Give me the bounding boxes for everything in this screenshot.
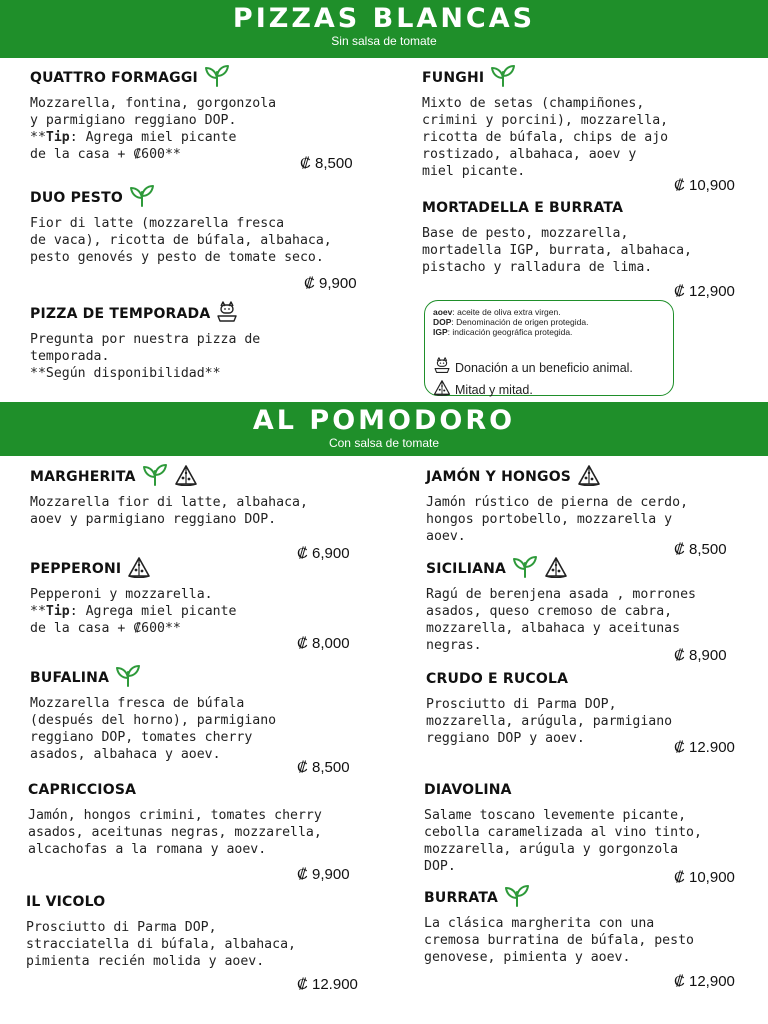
menu-item-burrata [424,886,768,966]
section-subtitle: Con salsa de tomate [328,436,440,450]
item-name: CAPRICCIOSA [28,782,137,798]
item-name: CRUDO E RUCOLA [426,671,569,687]
item-price: ₡ 9,900 [297,866,350,883]
leaf-icon [129,184,155,212]
item-description: Pregunta por nuestra pizza de temporada. **Según disponibilidad** [30,332,261,381]
item-description: Jamón, hongos crimini, tomates cherry asados, aceitunas negras, mozzarella, alcachofas a la romana y aoev. [28,808,322,857]
item-price: ₡ 8,500 [674,541,727,558]
legend-text: : Denominación de origen protegida. [451,317,589,327]
item-tip: **Tip: Agrega miel picante de la casa + ₡600** [30,130,237,162]
item-price: ₡ 12,900 [674,973,735,990]
item-description: Prosciutto di Parma DOP, mozzarella, arúgula, parmigiano reggiano DOP y aoev. [426,697,673,746]
item-name: IL VICOLO [26,894,106,910]
item-price: ₡ 12.900 [297,976,358,993]
section-title: PIZZAS BLANCAS [232,3,536,34]
menu-item-funghi [422,66,762,180]
menu-item-quattro-formaggi [30,66,370,163]
item-price: ₡ 12,900 [674,283,735,300]
tip-label: Tip [45,130,70,145]
pizza-slice-icon [174,464,198,490]
leaf-icon [115,664,141,692]
leaf-icon [204,64,230,92]
item-name: MARGHERITA [30,469,136,485]
item-description: Salame toscano levemente picante, cebolla caramelizada al vino tinto, mozzarella, arúgula y gorgonzola DOP. [424,808,702,874]
legend-box [424,300,674,396]
item-price: ₡ 8,500 [300,155,353,172]
item-price: ₡ 12.900 [674,739,735,756]
item-price: ₡ 10,900 [674,869,735,886]
menu-item-duo-pesto [30,186,390,266]
leaf-icon [490,64,516,92]
legend-donation: Donación a un beneficio animal. [455,360,633,375]
section-header-al-pomodoro [0,402,768,456]
legend-half: Mitad y mitad. [455,382,533,397]
pizza-slice-icon [544,556,568,582]
item-description: Mixto de setas (champiñones, crimini y porcini), mozzarella, ricotta de búfala, chips de ajo rostizado, albahaca, aoev y miel picante. [422,96,669,179]
menu-item-crudo-e-rucola [426,667,766,747]
item-name: SICILIANA [426,561,507,577]
item-price: ₡ 8,000 [297,635,350,652]
item-name: PEPPERONI [30,561,122,577]
item-tip: **Tip: Agrega miel picante de la casa + ₡600** [30,604,237,636]
item-name: MORTADELLA E BURRATA [422,200,624,216]
item-price: ₡ 9,900 [304,275,357,292]
pizza-slice-icon [127,556,151,582]
item-description: Mozzarella fresca de búfala (después del horno), parmigiano reggiano DOP, tomates cherry asados, albahaca y aoev. [30,696,277,762]
item-price: ₡ 10,900 [674,177,735,194]
dog-bowl-icon [433,357,451,379]
item-description: Jamón rústico de pierna de cerdo, hongos portobello, mozzarella y aoev. [426,495,689,544]
section-subtitle: Sin salsa de tomate [331,34,437,48]
legend-text: : aceite de oliva extra virgen. [452,307,561,317]
item-price: ₡ 8,500 [297,759,350,776]
pizza-slice-icon [433,379,451,401]
menu-item-pepperoni [30,557,390,637]
item-description: Pepperoni y mozzarella. [30,587,213,602]
item-name: JAMÓN Y HONGOS [426,469,572,485]
legend-key: aoev [433,307,453,317]
item-description: La clásica margherita con una cremosa burratina de búfala, pesto genovese, pimienta y aoev. [424,916,694,965]
section-title: AL POMODORO [252,405,516,436]
item-description: Fior di latte (mozzarella fresca de vaca), ricotta de búfala, albahaca, pesto genovés y pesto de tomate seco. [30,216,332,265]
item-price: ₡ 8,900 [674,647,727,664]
item-description: Mozzarella, fontina, gorgonzola y parmigiano reggiano DOP. [30,96,277,128]
section-header-pizzas-blancas [0,0,768,58]
menu-item-pizza-de-temporada [30,302,390,382]
menu-item-mortadella-e-burrata [422,196,762,276]
item-description: Ragú de berenjena asada , morrones asados, queso cremoso de cabra, mozzarella, albahaca y aceitunas negras. [426,587,696,653]
item-description: Mozzarella fior di latte, albahaca, aoev y parmigiano reggiano DOP. [30,495,308,527]
menu-item-diavolina [424,778,768,875]
item-name: BUFALINA [30,670,110,686]
item-name: FUNGHI [422,70,485,86]
dog-bowl-icon [216,301,238,327]
menu-item-il-vicolo [26,890,396,970]
pizza-slice-icon [577,464,601,490]
legend-key: DOP [433,317,452,327]
menu-item-jamon-y-hongos [426,465,766,545]
tip-label: Tip [45,604,70,619]
legend-text: : indicación geográfica protegida. [447,327,573,337]
item-name: QUATTRO FORMAGGI [30,70,198,86]
menu-item-margherita [30,465,390,528]
legend-key: IGP [433,327,448,337]
menu-item-capricciosa [28,778,398,858]
leaf-icon [504,884,530,912]
item-name: DUO PESTO [30,190,123,206]
leaf-icon [142,463,168,491]
item-description: Prosciutto di Parma DOP, stracciatella di búfala, albahaca, pimienta recién molida y aoev. [26,920,296,969]
item-name: DIAVOLINA [424,782,512,798]
item-name: BURRATA [424,890,499,906]
item-description: Base de pesto, mozzarella, mortadella IGP, burrata, albahaca, pistacho y ralladura de lima. [422,226,692,275]
item-price: ₡ 6,900 [297,545,350,562]
menu-item-siciliana [426,557,766,654]
item-name: PIZZA DE TEMPORADA [30,306,211,322]
leaf-icon [512,555,538,583]
menu-item-bufalina [30,666,390,763]
